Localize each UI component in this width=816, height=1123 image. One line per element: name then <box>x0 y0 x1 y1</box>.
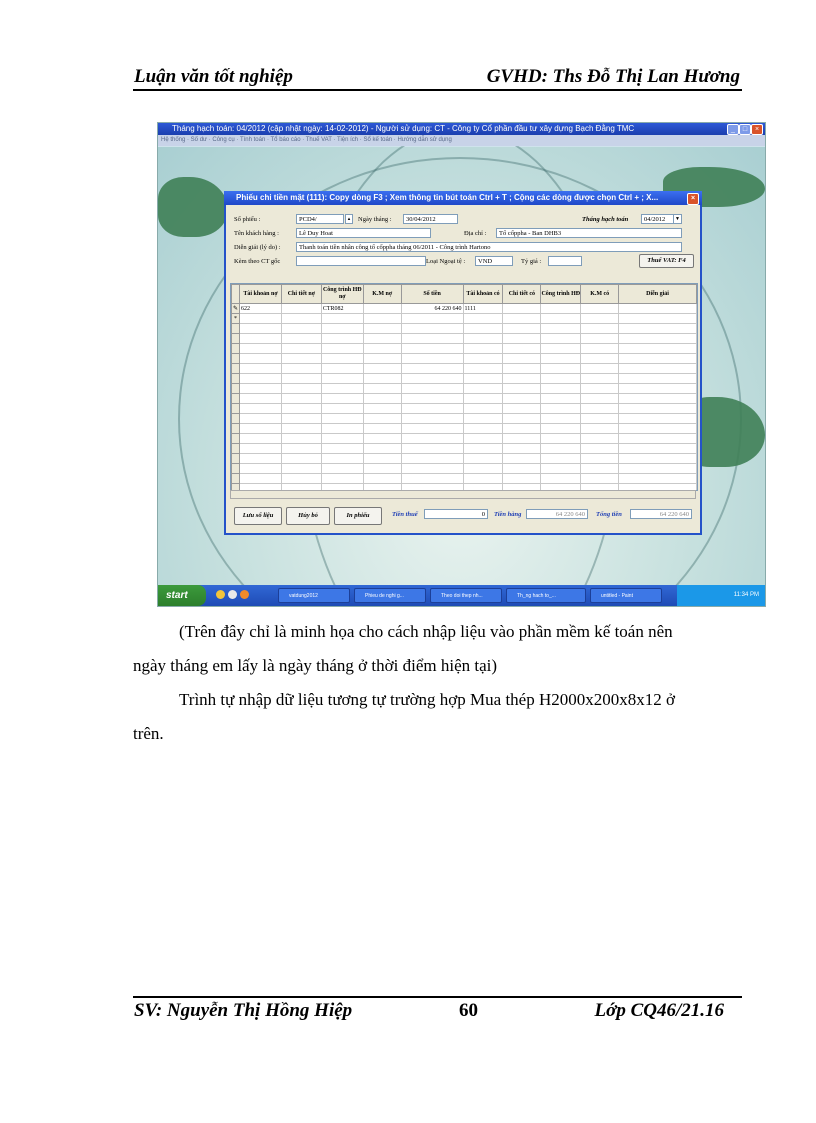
table-cell[interactable] <box>240 444 282 454</box>
table-cell[interactable] <box>240 414 282 424</box>
table-cell[interactable] <box>240 374 282 384</box>
table-cell[interactable] <box>363 324 401 334</box>
table-cell[interactable]: CTR082 <box>321 304 363 314</box>
table-cell[interactable] <box>503 464 541 474</box>
chevron-down-icon[interactable]: ▼ <box>673 214 682 224</box>
table-cell[interactable] <box>581 474 619 484</box>
table-cell[interactable] <box>321 474 363 484</box>
table-row-empty[interactable] <box>232 324 697 334</box>
table-cell[interactable] <box>619 304 697 314</box>
table-cell[interactable] <box>281 474 321 484</box>
table-cell[interactable] <box>401 414 463 424</box>
table-cell[interactable] <box>240 364 282 374</box>
table-cell[interactable] <box>581 344 619 354</box>
table-row-empty[interactable] <box>232 454 697 464</box>
table-cell[interactable] <box>503 344 541 354</box>
tien-thue-field[interactable]: 0 <box>424 509 488 519</box>
table-cell[interactable] <box>581 444 619 454</box>
row-selector[interactable] <box>232 454 240 464</box>
task-button[interactable]: vatdung2012 <box>278 588 350 603</box>
row-selector[interactable] <box>232 464 240 474</box>
row-selector[interactable] <box>232 404 240 414</box>
table-cell[interactable] <box>619 464 697 474</box>
table-cell[interactable] <box>401 344 463 354</box>
table-cell[interactable] <box>321 384 363 394</box>
dialog-close-icon[interactable]: × <box>687 193 699 205</box>
label-ten-khach-hang: Tên khách hàng : <box>234 230 279 237</box>
table-cell[interactable] <box>463 454 503 464</box>
dia-chi-field[interactable]: Tổ cốppha - Ban DHB3 <box>496 228 682 238</box>
table-cell[interactable] <box>463 394 503 404</box>
table-cell[interactable] <box>321 424 363 434</box>
footer-rule <box>133 996 742 998</box>
paragraph-note-line1: (Trên đây chỉ là minh họa cho cách nhập liệu vào phần mềm kế toán nên <box>179 622 673 641</box>
system-tray-clock[interactable]: 11:34 PM <box>677 585 765 606</box>
footer-page-number: 60 <box>459 1000 478 1021</box>
table-cell[interactable] <box>463 444 503 454</box>
table-cell[interactable] <box>541 434 581 444</box>
table-cell[interactable] <box>581 354 619 364</box>
row-selector[interactable] <box>232 384 240 394</box>
table-row-empty[interactable] <box>232 404 697 414</box>
table-cell[interactable] <box>581 364 619 374</box>
table-row-empty[interactable] <box>232 374 697 384</box>
table-cell[interactable] <box>503 424 541 434</box>
table-cell[interactable] <box>581 304 619 314</box>
payment-voucher-dialog <box>224 191 702 535</box>
table-cell[interactable] <box>321 394 363 404</box>
table-cell[interactable]: 1111 <box>463 304 503 314</box>
table-cell[interactable] <box>463 434 503 444</box>
table-cell[interactable] <box>619 414 697 424</box>
table-row[interactable] <box>232 304 697 314</box>
table-cell[interactable] <box>619 444 697 454</box>
label-kem-theo: Kèm theo CT gốc <box>234 258 281 265</box>
table-cell[interactable] <box>240 424 282 434</box>
row-selector[interactable] <box>232 324 240 334</box>
table-cell[interactable] <box>503 364 541 374</box>
table-cell[interactable] <box>463 384 503 394</box>
table-cell[interactable] <box>463 364 503 374</box>
table-cell[interactable] <box>503 354 541 364</box>
table-cell[interactable] <box>463 464 503 474</box>
table-row-empty[interactable] <box>232 334 697 344</box>
table-cell[interactable] <box>363 374 401 384</box>
table-cell[interactable] <box>581 454 619 464</box>
vat-button[interactable]: Thuế VAT: F4 <box>639 254 694 268</box>
row-selector[interactable] <box>232 334 240 344</box>
table-cell[interactable] <box>240 434 282 444</box>
table-row-empty[interactable] <box>232 434 697 444</box>
table-cell[interactable] <box>401 384 463 394</box>
task-button[interactable]: Th_ng hach to_... <box>506 588 586 603</box>
table-cell[interactable] <box>321 404 363 414</box>
table-cell[interactable] <box>281 374 321 384</box>
table-cell[interactable] <box>503 474 541 484</box>
maximize-icon[interactable]: □ <box>739 124 751 135</box>
table-cell[interactable] <box>363 414 401 424</box>
ten-khach-hang-field[interactable]: Lê Duy Hoat <box>296 228 431 238</box>
table-cell[interactable] <box>321 454 363 464</box>
ty-gia-field[interactable] <box>548 256 582 266</box>
table-cell[interactable] <box>541 444 581 454</box>
table-cell[interactable] <box>401 334 463 344</box>
taskbar <box>158 585 765 606</box>
table-cell[interactable] <box>463 334 503 344</box>
table-cell[interactable] <box>619 344 697 354</box>
kem-theo-field[interactable] <box>296 256 426 266</box>
label-ty-gia: Tỷ giá : <box>521 258 542 265</box>
table-cell[interactable] <box>463 354 503 364</box>
label-ngay-thang: Ngày tháng : <box>358 216 392 223</box>
ngay-thang-field[interactable]: 30/04/2012 <box>403 214 458 224</box>
table-cell[interactable] <box>503 404 541 414</box>
table-row-empty[interactable] <box>232 464 697 474</box>
col-header[interactable]: Diễn giải <box>619 285 697 304</box>
table-cell[interactable] <box>619 354 697 364</box>
footer-class: Lớp CQ46/21.16 <box>594 1000 724 1021</box>
label-tien-thue: Tiền thuế <box>392 511 418 518</box>
table-cell[interactable] <box>463 424 503 434</box>
table-cell[interactable] <box>281 434 321 444</box>
row-selector[interactable] <box>232 434 240 444</box>
table-cell[interactable] <box>619 324 697 334</box>
table-cell[interactable] <box>240 354 282 364</box>
table-cell[interactable] <box>463 324 503 334</box>
so-phieu-spinner-icon[interactable]: ▴ <box>345 214 353 224</box>
table-row-empty[interactable] <box>232 474 697 484</box>
table-cell[interactable] <box>401 434 463 444</box>
task-button[interactable]: Phieu de nghi g... <box>354 588 426 603</box>
table-cell[interactable] <box>321 434 363 444</box>
row-selector[interactable] <box>232 424 240 434</box>
table-cell[interactable] <box>281 414 321 424</box>
label-tien-hang: Tiền hàng <box>494 511 522 518</box>
table-cell[interactable] <box>581 384 619 394</box>
row-selector[interactable] <box>232 444 240 454</box>
tien-hang-field[interactable]: 64 220 640 <box>526 509 588 519</box>
app-menu-bar[interactable]: Hệ thống · Số dư · Công cụ · Tính toán · Tổ báo cáo · Thuế VAT · Tiện ích · Sổ kế toán · Hướng dẫn sử dụng <box>158 135 766 146</box>
table-cell[interactable] <box>401 474 463 484</box>
label-thang-hach-toan: Tháng hạch toán <box>582 216 629 223</box>
dialog-title-text: Phiếu chi tiền mặt (111): Copy dòng F3 ; Xem thông tin bút toán Ctrl + T ; Cộng các dòng được chọn Ctrl + ; X... <box>236 193 659 202</box>
table-cell[interactable] <box>541 404 581 414</box>
table-cell[interactable] <box>541 464 581 474</box>
table-cell[interactable] <box>619 404 697 414</box>
table-cell[interactable] <box>281 464 321 474</box>
row-selector[interactable] <box>232 474 240 484</box>
table-cell[interactable] <box>240 384 282 394</box>
table-cell[interactable] <box>619 454 697 464</box>
table-cell[interactable] <box>581 394 619 404</box>
table-cell[interactable] <box>363 394 401 404</box>
table-cell[interactable] <box>541 384 581 394</box>
table-cell[interactable] <box>541 364 581 374</box>
table-cell[interactable] <box>503 454 541 464</box>
table-cell[interactable] <box>281 384 321 394</box>
table-cell[interactable] <box>581 464 619 474</box>
label-tong-tien: Tổng tiền <box>596 511 622 518</box>
row-selector[interactable] <box>232 414 240 424</box>
table-cell[interactable] <box>363 424 401 434</box>
task-button[interactable]: untitled - Paint <box>590 588 662 603</box>
quicklaunch-icon[interactable] <box>216 590 225 599</box>
table-cell[interactable] <box>281 424 321 434</box>
label-loai-ngoai-te: Loại Ngoại tệ : <box>426 258 466 265</box>
table-cell[interactable] <box>281 344 321 354</box>
cancel-button[interactable]: Hủy bỏ <box>286 507 330 525</box>
table-cell[interactable] <box>321 364 363 374</box>
label-so-phieu: Số phiếu : <box>234 216 261 223</box>
table-cell[interactable] <box>581 414 619 424</box>
table-cell[interactable] <box>401 404 463 414</box>
table-cell[interactable] <box>541 304 581 314</box>
table-cell[interactable] <box>401 374 463 384</box>
so-phieu-field[interactable]: PCD4/ <box>296 214 344 224</box>
col-header[interactable]: Chi tiết nợ <box>281 285 321 304</box>
table-cell[interactable] <box>581 334 619 344</box>
table-cell[interactable] <box>503 324 541 334</box>
table-cell[interactable] <box>463 474 503 484</box>
grid-corner <box>232 285 240 304</box>
table-cell[interactable] <box>363 364 401 374</box>
table-cell[interactable] <box>503 444 541 454</box>
table-cell[interactable] <box>541 374 581 384</box>
loai-ngoai-te-field[interactable]: VND <box>475 256 513 266</box>
table-cell[interactable] <box>541 394 581 404</box>
table-cell[interactable] <box>321 334 363 344</box>
table-cell[interactable] <box>401 424 463 434</box>
header-supervisor: GVHD: Ths Đỗ Thị Lan Hương <box>486 66 740 87</box>
table-row-empty[interactable] <box>232 354 697 364</box>
col-header[interactable]: Chi tiết có <box>503 285 541 304</box>
table-cell[interactable] <box>503 374 541 384</box>
table-cell[interactable] <box>503 304 541 314</box>
table-row-empty[interactable] <box>232 384 697 394</box>
label-dia-chi: Địa chỉ : <box>464 230 487 237</box>
col-header[interactable]: Công trình HĐ <box>541 285 581 304</box>
save-button[interactable]: Lưu số liệu <box>234 507 282 525</box>
table-cell[interactable] <box>463 414 503 424</box>
table-cell[interactable] <box>363 334 401 344</box>
table-cell[interactable] <box>619 364 697 374</box>
row-selector[interactable] <box>232 394 240 404</box>
quicklaunch-icon[interactable] <box>240 590 249 599</box>
header-rule <box>133 89 742 91</box>
land-shape <box>158 177 228 237</box>
table-cell[interactable] <box>541 324 581 334</box>
table-cell[interactable] <box>619 394 697 404</box>
table-cell[interactable] <box>240 334 282 344</box>
table-cell[interactable] <box>581 374 619 384</box>
table-cell[interactable] <box>541 424 581 434</box>
quicklaunch-icon[interactable] <box>228 590 237 599</box>
task-button[interactable]: Theo doi thep nh... <box>430 588 502 603</box>
row-new-star-icon: * <box>232 314 240 324</box>
table-cell[interactable] <box>581 324 619 334</box>
table-cell[interactable] <box>401 324 463 334</box>
table-cell[interactable]: 622 <box>240 304 282 314</box>
table-cell[interactable] <box>503 414 541 424</box>
table-cell[interactable] <box>240 324 282 334</box>
table-cell[interactable] <box>401 364 463 374</box>
paragraph-note-line2: ngày tháng em lấy là ngày tháng ở thời điểm hiện tại) <box>133 656 498 675</box>
table-row-empty[interactable] <box>232 444 697 454</box>
table-cell[interactable] <box>541 414 581 424</box>
entry-grid[interactable] <box>230 283 698 491</box>
table-cell[interactable] <box>363 304 401 314</box>
table-cell[interactable] <box>363 454 401 464</box>
table-cell[interactable] <box>281 444 321 454</box>
table-cell[interactable] <box>281 394 321 404</box>
table-cell[interactable] <box>541 354 581 364</box>
table-cell[interactable] <box>619 334 697 344</box>
table-cell[interactable] <box>240 464 282 474</box>
thang-hach-toan-select[interactable]: 04/2012 <box>641 214 681 224</box>
table-cell[interactable] <box>363 464 401 474</box>
table-cell[interactable] <box>281 354 321 364</box>
table-cell[interactable] <box>363 354 401 364</box>
table-cell[interactable] <box>401 454 463 464</box>
table-cell[interactable] <box>619 384 697 394</box>
dialog-title-bar <box>224 191 702 205</box>
table-cell[interactable] <box>541 474 581 484</box>
grid-horizontal-scrollbar[interactable] <box>230 490 696 499</box>
table-cell[interactable] <box>401 464 463 474</box>
table-cell[interactable] <box>281 454 321 464</box>
table-cell[interactable] <box>281 364 321 374</box>
table-cell[interactable] <box>619 424 697 434</box>
table-cell[interactable] <box>463 374 503 384</box>
table-cell[interactable] <box>240 474 282 484</box>
table-row-empty[interactable] <box>232 394 697 404</box>
table-cell[interactable] <box>281 334 321 344</box>
table-cell[interactable] <box>619 374 697 384</box>
table-cell[interactable] <box>503 394 541 404</box>
table-cell[interactable] <box>541 334 581 344</box>
table-cell[interactable] <box>363 434 401 444</box>
table-cell[interactable] <box>363 344 401 354</box>
table-cell[interactable] <box>401 354 463 364</box>
table-cell[interactable] <box>281 404 321 414</box>
table-cell[interactable] <box>240 394 282 404</box>
table-cell[interactable] <box>240 454 282 464</box>
table-cell[interactable] <box>503 384 541 394</box>
header-thesis-title: Luận văn tốt nghiệp <box>134 66 293 87</box>
app-title-bar <box>158 123 765 135</box>
table-cell[interactable] <box>619 434 697 444</box>
table-row-empty[interactable] <box>232 364 697 374</box>
col-header[interactable]: Tài khoản có <box>463 285 503 304</box>
col-header[interactable]: K.M nợ <box>363 285 401 304</box>
table-cell[interactable] <box>619 474 697 484</box>
table-row-new[interactable] <box>232 314 697 324</box>
row-pencil-icon: ✎ <box>232 304 240 314</box>
table-cell[interactable] <box>321 414 363 424</box>
app-title-text: Tháng hạch toán: 04/2012 (cập nhật ngày: 14-02-2012) - Người sử dụng: CT - Công ty Cổ phần đầu tư xây dựng Bạch Đằng TMC <box>172 124 635 133</box>
table-cell[interactable] <box>363 404 401 414</box>
table-cell[interactable] <box>463 344 503 354</box>
table-cell[interactable] <box>281 304 321 314</box>
table-cell[interactable] <box>363 444 401 454</box>
col-header[interactable]: K.M có <box>581 285 619 304</box>
print-button[interactable]: In phiếu <box>334 507 382 525</box>
row-selector[interactable] <box>232 374 240 384</box>
table-cell[interactable] <box>503 434 541 444</box>
table-cell[interactable] <box>321 354 363 364</box>
table-cell[interactable] <box>321 374 363 384</box>
table-cell[interactable] <box>240 344 282 354</box>
paragraph-procedure-line1: Trình tự nhập dữ liệu tương tự trường hợp Mua thép H2000x200x8x12 ở <box>179 690 675 709</box>
row-selector[interactable] <box>232 364 240 374</box>
table-cell[interactable] <box>321 444 363 454</box>
table-cell[interactable] <box>281 324 321 334</box>
col-header[interactable]: Số tiền <box>401 285 463 304</box>
dien-giai-field[interactable]: Thanh toán tiền nhân công tổ cốppha tháng 06/2011 - Công trình Hartono <box>296 242 682 252</box>
table-cell[interactable] <box>321 324 363 334</box>
close-icon[interactable]: × <box>751 124 763 135</box>
table-row-empty[interactable] <box>232 344 697 354</box>
table-cell[interactable] <box>401 444 463 454</box>
table-cell[interactable] <box>581 424 619 434</box>
footer-student-name: SV: Nguyễn Thị Hồng Hiệp <box>134 1000 353 1021</box>
row-selector[interactable] <box>232 344 240 354</box>
grid-header-row <box>232 285 697 304</box>
table-cell[interactable] <box>363 384 401 394</box>
software-screenshot <box>157 122 766 607</box>
table-cell[interactable] <box>321 344 363 354</box>
label-dien-giai: Diễn giải (lý do) : <box>234 244 281 251</box>
table-cell[interactable] <box>541 454 581 464</box>
col-header[interactable]: Tài khoản nợ <box>240 285 282 304</box>
table-row-empty[interactable] <box>232 414 697 424</box>
row-selector[interactable] <box>232 354 240 364</box>
start-button[interactable]: start <box>158 585 206 606</box>
table-cell[interactable] <box>321 464 363 474</box>
tong-tien-field[interactable]: 64 220 640 <box>630 509 692 519</box>
table-cell[interactable] <box>401 394 463 404</box>
table-cell[interactable] <box>541 344 581 354</box>
table-cell[interactable] <box>363 474 401 484</box>
col-header[interactable]: Công trình HĐ nợ <box>321 285 363 304</box>
table-row-empty[interactable] <box>232 424 697 434</box>
table-cell[interactable] <box>581 434 619 444</box>
minimize-icon[interactable]: _ <box>727 124 739 135</box>
table-cell[interactable] <box>503 334 541 344</box>
table-cell[interactable] <box>463 404 503 414</box>
table-cell[interactable] <box>581 404 619 414</box>
table-cell[interactable] <box>240 404 282 414</box>
paragraph-procedure-line2: trên. <box>133 724 164 743</box>
table-cell[interactable]: 64 220 640 <box>401 304 463 314</box>
